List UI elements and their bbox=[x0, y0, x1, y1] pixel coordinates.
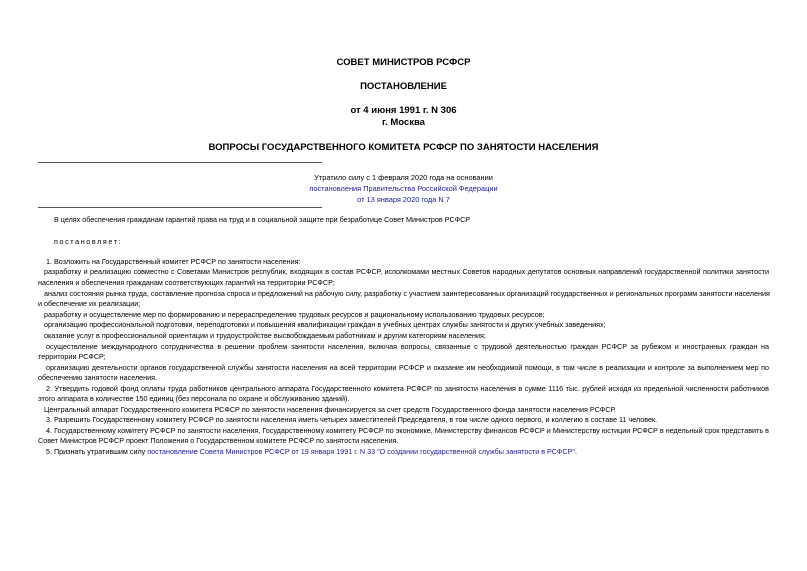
repeal-decree-date-link[interactable]: от 13 января 2020 года N 7 bbox=[357, 195, 450, 204]
item-3-line: 3. Разрешить Государственному комитету РСФСР по занятости населения иметь четырех заместителей Председателя, в том числе одного первого, и коллегию в составе 11 человек. bbox=[46, 415, 658, 424]
item-5-line bbox=[46, 447, 777, 458]
item-1-line: осуществление международного сотрудничества в решении проблем занятости населения, включая вопросы, связанные с трудовой деятельностью граждан РСФСР за рубежом и иностранных граждан на bbox=[46, 342, 769, 351]
item-2-line: Центральный аппарат Государственного комитета РСФСР по занятости населения финансируется за счет средств Государственного фонда занятости населения РСФСР. bbox=[44, 405, 616, 414]
doc-type-heading: ПОСТАНОВЛЕНИЕ bbox=[360, 81, 447, 92]
item-1-line: разработку и реализацию совместно с Советами Министров республик, входящих в состав РСФСР, исполкомами местных Советов народных депутатов основных направлений государственной политики занятости bbox=[44, 267, 769, 276]
item-1-line: оказание услуг в профессиональной ориентации и трудоустройстве высвобождаемым работникам и другим категориям населения; bbox=[44, 331, 486, 340]
repeal-decree-link[interactable]: постановления Правительства Российской Федерации bbox=[309, 184, 498, 193]
item-1-line: обеспечению занятости населения. bbox=[38, 373, 158, 382]
item-1-line: разработку и осуществление мер по формированию и перераспределению трудовых ресурсов и рациональному использованию трудовых ресурсов; bbox=[44, 310, 545, 319]
item-1-heading: 1. Возложить на Государственный комитет РСФСР по занятости населения: bbox=[46, 257, 301, 266]
status-note-text: Утратило силу с 1 февраля 2020 года на основании bbox=[314, 173, 493, 182]
date-number-line: от 4 июня 1991 г. N 306 bbox=[350, 105, 457, 116]
city-line: г. Москва bbox=[382, 117, 425, 128]
separator-bottom bbox=[38, 207, 322, 208]
item-5-prefix: 5. Признать утратившим силу bbox=[46, 447, 148, 456]
issuer-heading: СОВЕТ МИНИСТРОВ РСФСР bbox=[336, 57, 471, 68]
status-note-link-line-1 bbox=[0, 183, 807, 194]
item-5-suffix: . bbox=[574, 447, 577, 456]
status-note-link-line-2 bbox=[0, 194, 807, 205]
item-1-line: территории РСФСР; bbox=[38, 352, 106, 361]
item-2-line: 2. Утвердить годовой фонд оплаты труда работников центрального аппарата Государственного комитета РСФСР по занятости населения в сумме 1116 тыс. рублей исходя из предельной численности работников bbox=[46, 384, 769, 393]
preamble: В целях обеспечения гражданам гарантий права на труд и в социальной защите при безработице Совет Министров РСФСР bbox=[54, 215, 471, 224]
item-2-line: этого аппарата в количестве 150 единиц (без персонала по охране и обслуживанию зданий). bbox=[38, 394, 350, 403]
decree-word: постановляет: bbox=[54, 237, 123, 246]
item-1-line: организацию деятельности органов государственной службы занятости населения на всей территории РСФСР и оказание им необходимой помощи, в том числе в реализации и контроле за выполнением мер по bbox=[46, 363, 769, 372]
document-title: ВОПРОСЫ ГОСУДАРСТВЕННОГО КОМИТЕТА РСФСР ПО ЗАНЯТОСТИ НАСЕЛЕНИЯ bbox=[208, 142, 599, 153]
item-4-line: 4. Государственному комитету РСФСР по занятости населения, Государственному комитету РСФСР по экономике, Министерству финансов РСФСР и Министерству юстиции РСФСР в недельный срок представить в bbox=[46, 426, 769, 435]
separator-top bbox=[38, 162, 322, 163]
repealed-decree-link[interactable]: постановление Совета Министров РСФСР от 19 января 1991 г. N 33 "О создании государственной службы занятости в РСФСР" bbox=[147, 447, 575, 456]
item-1-line: и обеспечение их реализации; bbox=[38, 299, 141, 308]
item-4-line: Совет Министров РСФСР проект Положения о Государственном комитете РСФСР по занятости населения. bbox=[38, 436, 399, 445]
item-1-line: анализ состояния рынка труда, составление прогноза спроса и предложений на рабочую силу, разработку с участием заинтересованных организаций государственных и региональных программ занятости населения bbox=[44, 289, 770, 298]
item-1-line: организацию профессиональной подготовки, переподготовки и повышения квалификации граждан в учебных центрах службы занятости и других учебных заведениях; bbox=[44, 320, 606, 329]
item-1-line: населения и обеспечения гражданам соответствующих гарантий на территории РСФСР; bbox=[38, 278, 335, 287]
